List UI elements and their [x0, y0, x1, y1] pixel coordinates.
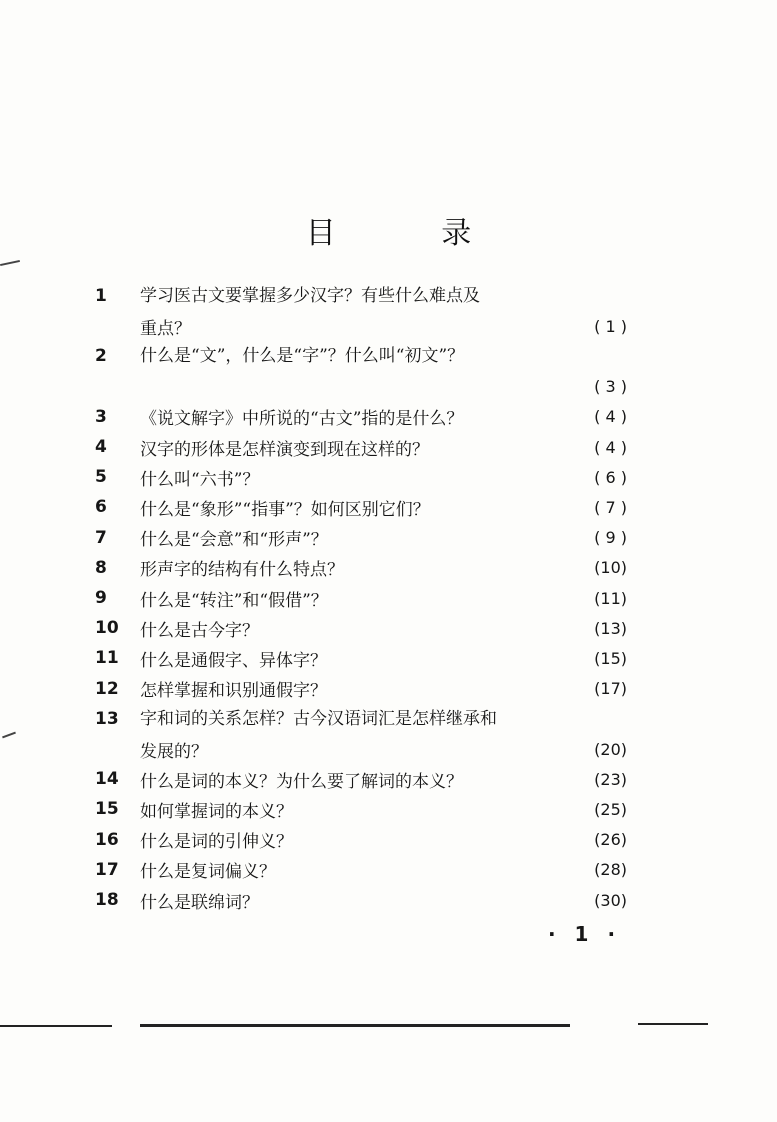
dot-leader	[144, 372, 590, 402]
toc-page-ref: (17)	[594, 679, 627, 699]
toc-page-ref: ( 4 )	[594, 407, 627, 427]
toc-entry[interactable]	[140, 764, 627, 794]
toc-entry-title: 什么是“会意”和“形声”？	[140, 530, 328, 551]
dot-leader	[332, 523, 590, 553]
dot-leader	[434, 492, 590, 522]
toc-entry[interactable]	[140, 432, 627, 462]
dot-leader	[348, 553, 590, 583]
toc-entry-number: 17	[95, 859, 119, 880]
toc-entry-title: 形声字的结构有什么特点？	[140, 560, 344, 581]
dot-leader	[297, 825, 590, 855]
toc-entry[interactable]	[140, 674, 627, 704]
toc-entry[interactable]	[140, 885, 627, 915]
toc-entry-title: 什么是复词偏义？	[140, 862, 276, 883]
dot-leader	[467, 402, 590, 432]
toc-entry[interactable]	[140, 553, 627, 583]
dot-leader	[297, 794, 590, 824]
toc-page-ref: (23)	[594, 769, 627, 789]
dot-leader	[433, 432, 590, 462]
toc-entry-number: 16	[95, 829, 119, 850]
toc-entry[interactable]	[140, 613, 627, 643]
toc-entry[interactable]	[140, 462, 627, 492]
toc-entry[interactable]	[140, 372, 627, 402]
bottom-rule-right	[638, 1023, 708, 1025]
toc-entry-number: 1	[95, 286, 107, 306]
toc-entry[interactable]	[140, 825, 627, 855]
dot-leader	[332, 583, 590, 613]
toc-entry-title[interactable]: 字和词的关系怎样？古今汉语词汇是怎样继承和	[140, 708, 497, 729]
toc-page-ref: (11)	[594, 588, 627, 608]
toc-entry-number: 15	[95, 799, 119, 820]
toc-entry[interactable]	[140, 492, 627, 522]
toc-page-ref: (13)	[594, 618, 627, 638]
toc-page-ref: ( 6 )	[594, 467, 627, 487]
toc-entry-number: 13	[95, 708, 119, 729]
dot-leader	[263, 462, 590, 492]
toc-page-ref: (15)	[594, 648, 627, 668]
toc-page-ref: ( 7 )	[594, 497, 627, 517]
toc-entry-number: 2	[95, 346, 107, 367]
dot-leader	[467, 764, 590, 794]
dot-leader	[331, 643, 590, 673]
toc-page-ref: (30)	[594, 890, 627, 910]
toc-entry-title: 怎样掌握和识别通假字？	[140, 681, 327, 702]
toc-entry-number: 4	[95, 437, 107, 457]
page-number: · 1 ·	[548, 922, 622, 946]
toc-page-ref: ( 1 )	[594, 316, 627, 336]
toc-entry[interactable]	[140, 734, 627, 764]
toc-page-ref: (10)	[594, 558, 627, 578]
toc-entry-title: 发展的？	[140, 741, 208, 762]
toc-entry-title: 《说文解字》中所说的“古文”指的是什么？	[140, 409, 464, 430]
toc-entry-number: 11	[95, 648, 119, 669]
dot-leader	[212, 734, 590, 764]
toc-entry-number: 5	[95, 467, 107, 488]
toc-entry-number: 7	[95, 527, 107, 548]
toc-entry[interactable]	[140, 855, 627, 885]
toc-entry-number: 12	[95, 678, 119, 699]
dot-leader	[263, 613, 590, 643]
toc-entry-title: 什么是“象形”“指事”？如何区别它们？	[140, 499, 430, 520]
toc-entry-title[interactable]: 学习医古文要掌握多少汉字？有些什么难点及	[140, 286, 480, 306]
toc-entry-title: 什么是通假字、异体字？	[140, 650, 327, 671]
toc-entry[interactable]	[140, 402, 627, 432]
toc-entry[interactable]	[140, 523, 627, 553]
toc-entry-title: 什么是“转注”和“假借”？	[140, 590, 328, 611]
toc-entry-title: 如何掌握词的本义？	[140, 801, 293, 822]
toc-page-ref: (26)	[594, 830, 627, 850]
toc-entry-number: 9	[95, 588, 107, 608]
dot-leader	[280, 855, 590, 885]
toc-entry-number: 18	[95, 890, 119, 910]
toc-entry-title: 什么是词的引伸义？	[140, 832, 293, 853]
toc-entry-number: 6	[95, 497, 107, 518]
toc-page-ref: ( 9 )	[594, 528, 627, 548]
toc-entry-number: 3	[95, 406, 107, 427]
toc-entry-title: 什么是词的本义？为什么要了解词的本义？	[140, 771, 463, 792]
toc-entry-number: 14	[95, 769, 119, 790]
toc-entry[interactable]	[140, 643, 627, 673]
toc-entry[interactable]	[140, 794, 627, 824]
bottom-rule-left	[0, 1025, 112, 1027]
toc-entry[interactable]	[140, 583, 627, 613]
toc-entry-title: 重点？	[140, 318, 191, 339]
toc-page-ref: ( 3 )	[594, 377, 627, 397]
toc-page-ref: (25)	[594, 799, 627, 819]
dot-leader	[263, 885, 590, 915]
toc-entry[interactable]	[140, 311, 627, 341]
dot-leader	[331, 674, 590, 704]
bottom-rule-main	[140, 1024, 570, 1027]
toc-entry-number: 8	[95, 557, 107, 578]
toc-entry-title: 什么是古今字？	[140, 620, 259, 641]
page-title: 目 录	[305, 216, 520, 251]
dot-leader	[195, 311, 590, 341]
toc-entry-title: 什么是联绵词？	[140, 892, 259, 913]
toc-page-ref: ( 4 )	[594, 437, 627, 457]
toc-page-ref: (20)	[594, 739, 627, 759]
toc-entry-title[interactable]: 什么是“文”，什么是“字”？什么叫“初文”？	[140, 346, 465, 367]
toc-entry-title: 汉字的形体是怎样演变到现在这样的？	[140, 439, 429, 460]
toc-entry-number: 10	[95, 618, 119, 639]
toc-page-ref: (28)	[594, 860, 627, 880]
toc-entry-title: 什么叫“六书”？	[140, 469, 260, 490]
